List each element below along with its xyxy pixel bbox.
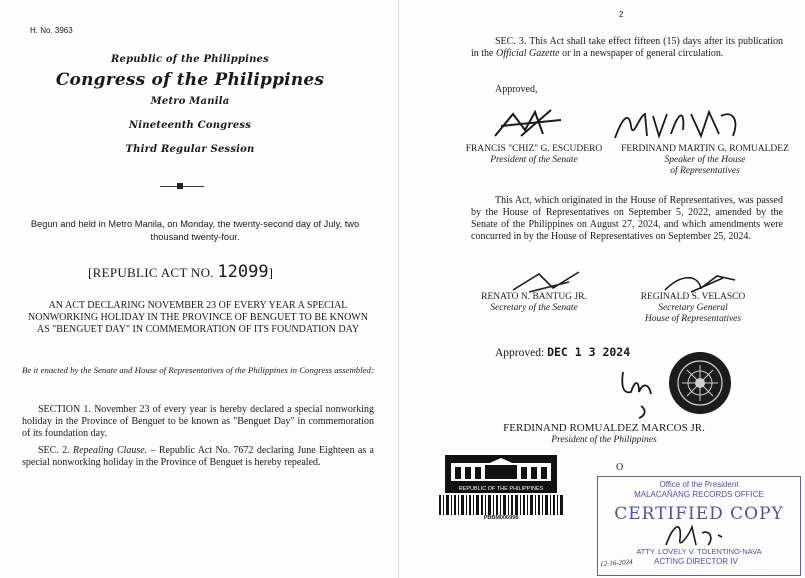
ra-label: [REPUBLIC ACT NO. <box>88 265 214 280</box>
section-1-label: SECTION 1. <box>38 404 91 415</box>
official-gazette: Official Gazette <box>496 48 560 59</box>
presidential-seal-icon <box>667 350 733 416</box>
header-congress: Congress of the Philippines <box>55 70 325 90</box>
certified-copy-stamp <box>597 476 801 576</box>
header-location: Metro Manila <box>150 96 230 107</box>
section-3-text-1: This Act shall take effect fifteen (15) days after its publication in the <box>471 36 783 59</box>
president-name: FERDINAND ROMUALDEZ MARCOS JR. <box>503 422 705 434</box>
logo-caption: REPUBLIC OF THE PHILIPPINES <box>445 486 557 493</box>
republic-act-line <box>88 262 273 282</box>
senate-president-title: President of the Senate <box>490 155 578 165</box>
section-3-text-2: or in a newspaper of general circulation. <box>562 48 724 59</box>
stamp-signature <box>658 517 738 551</box>
approved-date-line <box>495 345 630 359</box>
ra-number: 12099 <box>217 262 269 282</box>
header-republic: Republic of the Philippines <box>111 54 269 65</box>
stamp-line-3: CERTIFIED COPY <box>614 504 784 524</box>
ra-close: ] <box>268 265 274 280</box>
president-title: President of the Philippines <box>551 435 657 445</box>
small-o-mark: O <box>616 462 624 473</box>
header-congress-no: Nineteenth Congress <box>128 120 252 131</box>
page-number: 2 <box>619 10 624 19</box>
president-signature <box>617 366 667 420</box>
approved-date-label: Approved: <box>495 347 545 359</box>
house-secgen-title-1: Secretary General <box>658 303 728 313</box>
barcode-number: PBBM006998 <box>483 515 519 521</box>
house-number: H. No. 3963 <box>30 26 73 35</box>
speaker-title-1: Speaker of the House <box>664 155 746 165</box>
speaker-signature <box>609 106 749 146</box>
senate-secretary-block <box>469 292 599 314</box>
act-title: AN ACT DECLARING NOVEMBER 23 OF EVERY YEAR A SPECIAL NONWORKING HOLIDAY IN THE PROVINCE OF BENGUET TO BE KNOWN AS "BENGUET DAY" IN COMMEMORATION OF ITS FOUNDATION DAY <box>28 300 368 335</box>
senate-president-signature <box>491 106 571 142</box>
senate-president-name: FRANCIS "CHIZ" G. ESCUDERO <box>465 144 603 154</box>
section-1 <box>22 404 374 440</box>
barcode-icon <box>439 495 563 515</box>
approved-label: Approved, <box>495 84 538 95</box>
house-secgen-name: REGINALD S. VELASCO <box>640 292 746 302</box>
house-secgen-block <box>623 292 763 325</box>
stamp-line-4: ATTY. LOVELY V. TOLENTINO-NAVA <box>636 547 762 556</box>
stamp-line-1: Office of the President <box>659 480 739 489</box>
section-2 <box>22 445 374 469</box>
malacanang-palace-logo <box>445 455 557 489</box>
section-3-label: SEC. 3. <box>495 36 527 47</box>
right-page <box>399 0 805 578</box>
ornament-diamond <box>177 183 183 189</box>
section-3 <box>471 36 783 60</box>
section-2-text: – Republic Act No. 7672 declaring June Eighteen as a special nonworking holiday in the Province of Benguet is hereby repealed. <box>22 445 374 468</box>
president-block <box>479 422 729 446</box>
begun-paragraph: Begun and held in Metro Manila, on Monday, the twenty-second day of July, two thousand twenty-four. <box>30 219 360 242</box>
speaker-title-2: of Representatives <box>670 166 740 176</box>
house-secgen-title-2: House of Representatives <box>644 314 742 324</box>
stamp-line-5: ACTING DIRECTOR IV <box>654 557 738 566</box>
header-session: Third Regular Session <box>125 144 255 155</box>
senate-secretary-title: Secretary of the Senate <box>490 303 578 313</box>
speaker-name: FERDINAND MARTIN G. ROMUALDEZ <box>621 144 789 154</box>
stamp-handwritten-date: 12-16-2024 <box>599 557 633 569</box>
approved-date: DEC 1 3 2024 <box>547 345 631 359</box>
speaker-block <box>611 144 799 177</box>
enacting-clause: Be it enacted by the Senate and House of Representatives of the Philippines in Congress assembled: <box>22 365 374 375</box>
section-1-text: November 23 of every year is hereby declared a special nonworking holiday in the Province of Benguet to be known as "Benguet Day" in commemoration of its foundation day. <box>22 404 374 439</box>
stamp-line-2: MALACAÑANG RECORDS OFFICE <box>634 490 764 499</box>
senate-secretary-name: RENATO N. BANTUG JR. <box>481 292 587 302</box>
left-page <box>0 0 399 578</box>
section-2-heading: Repealing Clause. <box>73 445 148 456</box>
origin-paragraph: This Act, which originated in the House of Representatives, was passed by the House of Representatives on September 5, 2022, amended by the Senate of the Philippines on August 27, 2024, and which amendments were concurred in by the House of Representatives on September 25, 2024. <box>471 195 783 242</box>
section-2-label: SEC. 2. <box>38 445 70 456</box>
senate-president-block <box>459 144 609 166</box>
